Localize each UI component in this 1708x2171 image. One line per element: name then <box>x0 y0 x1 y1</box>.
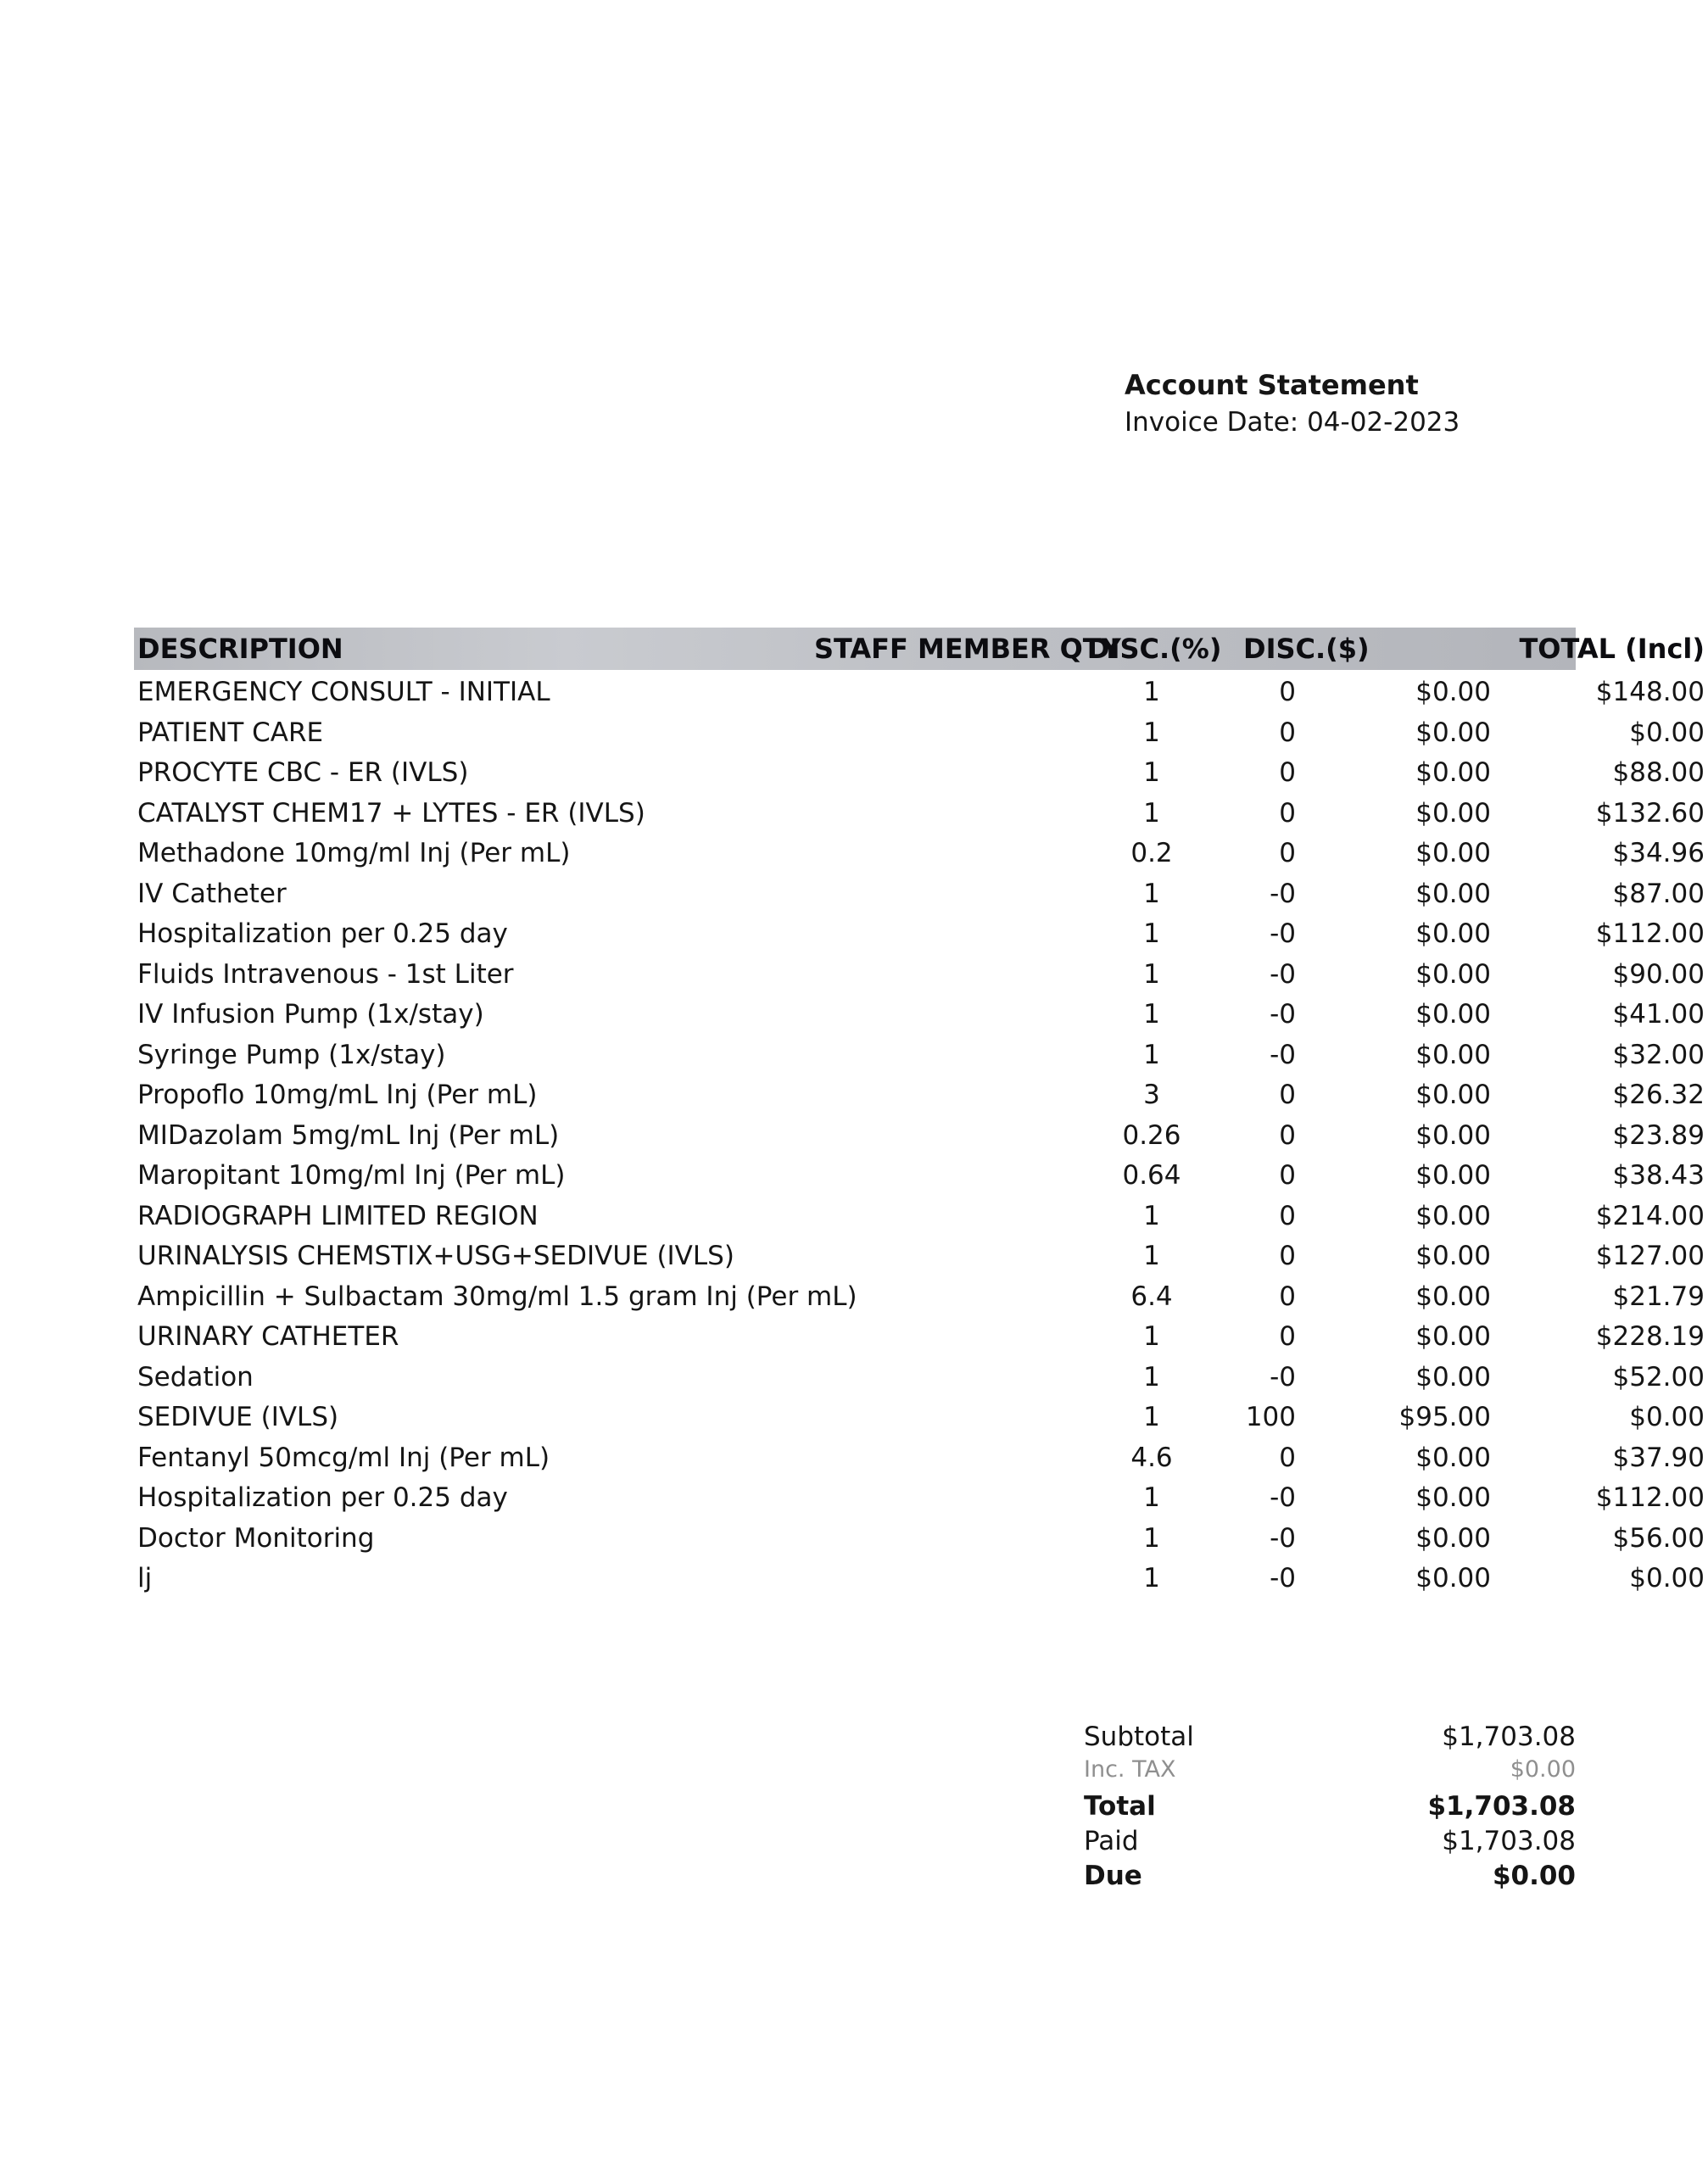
row-disc-percent: 0 <box>1279 1321 1296 1352</box>
row-total: $132.60 <box>1595 797 1705 829</box>
row-qty: 1 <box>1143 717 1160 748</box>
row-total: $0.00 <box>1629 1402 1705 1432</box>
row-disc-dollar: $0.00 <box>1415 797 1491 829</box>
row-disc-percent: -0 <box>1270 999 1296 1030</box>
table-body <box>134 670 1705 1597</box>
row-disc-percent: -0 <box>1270 1522 1296 1554</box>
row-disc-dollar: $0.00 <box>1415 1563 1491 1593</box>
row-description: PROCYTE CBC - ER (IVLS) <box>137 757 469 788</box>
due-label: Due <box>1084 1861 1142 1891</box>
row-total: $0.00 <box>1629 1563 1705 1593</box>
total-label: Total <box>1084 1791 1156 1822</box>
row-qty: 1 <box>1143 1039 1160 1070</box>
row-total: $41.00 <box>1612 999 1705 1030</box>
row-qty: 1 <box>1143 999 1160 1030</box>
row-disc-percent: 0 <box>1279 1281 1296 1312</box>
table-row <box>134 1436 1705 1476</box>
row-qty: 1 <box>1143 1200 1160 1231</box>
due-row <box>1084 1859 1576 1894</box>
table-row <box>134 751 1705 791</box>
row-qty: 1 <box>1143 1522 1160 1554</box>
subtotal-value: $1,703.08 <box>1442 1722 1576 1752</box>
row-description: SEDIVUE (IVLS) <box>137 1402 339 1432</box>
row-description: MIDazolam 5mg/mL Inj (Per mL) <box>137 1119 560 1151</box>
row-disc-percent: 0 <box>1279 677 1296 707</box>
row-disc-percent: 0 <box>1279 1080 1296 1110</box>
row-description: Ampicillin + Sulbactam 30mg/ml 1.5 gram Inj (Per mL) <box>137 1281 857 1312</box>
row-description: Propoflo 10mg/mL Inj (Per mL) <box>137 1080 538 1110</box>
row-qty: 1 <box>1143 797 1160 829</box>
table-row <box>134 1153 1705 1194</box>
row-description: RADIOGRAPH LIMITED REGION <box>137 1200 539 1231</box>
statement-header <box>1125 366 1566 441</box>
row-total: $38.43 <box>1612 1160 1705 1191</box>
table-row <box>134 1234 1705 1275</box>
row-description: Methadone 10mg/ml Inj (Per mL) <box>137 838 571 868</box>
totals-summary <box>1084 1720 1576 1894</box>
row-disc-percent: -0 <box>1270 1482 1296 1513</box>
row-disc-dollar: $0.00 <box>1415 1160 1491 1191</box>
row-qty: 0.64 <box>1122 1160 1181 1191</box>
row-description: Hospitalization per 0.25 day <box>137 918 508 949</box>
row-disc-dollar: $0.00 <box>1415 1080 1491 1110</box>
row-disc-percent: 0 <box>1279 757 1296 788</box>
row-disc-percent: 0 <box>1279 797 1296 829</box>
row-disc-dollar: $0.00 <box>1415 1321 1491 1352</box>
row-qty: 0.26 <box>1122 1119 1181 1151</box>
row-disc-percent: 0 <box>1279 1442 1296 1473</box>
row-qty: 1 <box>1143 1321 1160 1352</box>
row-disc-dollar: $0.00 <box>1415 677 1491 707</box>
table-row <box>134 1476 1705 1516</box>
tax-label: Inc. TAX <box>1084 1756 1176 1783</box>
row-disc-percent: -0 <box>1270 1039 1296 1070</box>
table-row <box>134 791 1705 832</box>
row-total: $52.00 <box>1612 1361 1705 1392</box>
row-total: $32.00 <box>1612 1039 1705 1070</box>
tax-row <box>1084 1755 1576 1789</box>
row-qty: 1 <box>1143 1482 1160 1513</box>
header-disc-percent: DISC.(%) <box>1087 633 1222 665</box>
row-disc-percent: 0 <box>1279 1160 1296 1191</box>
row-disc-percent: 0 <box>1279 1241 1296 1271</box>
row-total: $37.90 <box>1612 1442 1705 1473</box>
row-description: IV Catheter <box>137 878 287 909</box>
row-disc-dollar: $0.00 <box>1415 838 1491 868</box>
total-value: $1,703.08 <box>1427 1791 1576 1822</box>
row-description: Maropitant 10mg/ml Inj (Per mL) <box>137 1160 566 1191</box>
row-disc-dollar: $0.00 <box>1415 1281 1491 1312</box>
row-qty: 1 <box>1143 878 1160 909</box>
row-disc-dollar: $0.00 <box>1415 717 1491 748</box>
table-row <box>134 872 1705 912</box>
row-qty: 1 <box>1143 1563 1160 1593</box>
row-description: Fluids Intravenous - 1st Liter <box>137 958 514 990</box>
row-disc-dollar: $0.00 <box>1415 999 1491 1030</box>
table-row <box>134 1073 1705 1113</box>
row-description: lj <box>137 1563 153 1593</box>
row-disc-dollar: $95.00 <box>1398 1402 1491 1432</box>
table-header <box>134 628 1705 670</box>
row-disc-dollar: $0.00 <box>1415 1361 1491 1392</box>
row-total: $112.00 <box>1595 1482 1705 1513</box>
header-total: TOTAL (Incl) <box>1519 633 1705 665</box>
table-row <box>134 952 1705 993</box>
header-disc-dollar: DISC.($) <box>1243 633 1370 665</box>
table-row <box>134 912 1705 952</box>
row-disc-percent: 0 <box>1279 838 1296 868</box>
row-total: $0.00 <box>1629 717 1705 748</box>
row-description: Sedation <box>137 1361 254 1392</box>
subtotal-label: Subtotal <box>1084 1722 1194 1752</box>
row-description: CATALYST CHEM17 + LYTES - ER (IVLS) <box>137 797 645 829</box>
row-qty: 1 <box>1143 677 1160 707</box>
row-total: $34.96 <box>1612 838 1705 868</box>
row-qty: 1 <box>1143 1241 1160 1271</box>
row-description: EMERGENCY CONSULT - INITIAL <box>137 677 550 707</box>
row-disc-dollar: $0.00 <box>1415 757 1491 788</box>
row-disc-percent: -0 <box>1270 878 1296 909</box>
row-total: $214.00 <box>1595 1200 1705 1231</box>
table-row <box>134 711 1705 751</box>
table-row <box>134 1516 1705 1557</box>
subtotal-row <box>1084 1720 1576 1755</box>
row-description: URINARY CATHETER <box>137 1321 399 1352</box>
row-disc-percent: 0 <box>1279 1200 1296 1231</box>
row-qty: 3 <box>1143 1080 1160 1110</box>
line-items-table <box>134 628 1705 1597</box>
total-row <box>1084 1789 1576 1824</box>
document-title: Account Statement <box>1125 369 1419 401</box>
table-row <box>134 670 1705 711</box>
row-description: Hospitalization per 0.25 day <box>137 1482 508 1513</box>
row-disc-percent: -0 <box>1270 1563 1296 1593</box>
row-description: PATIENT CARE <box>137 717 324 748</box>
paid-label: Paid <box>1084 1826 1139 1856</box>
row-description: URINALYSIS CHEMSTIX+USG+SEDIVUE (IVLS) <box>137 1241 734 1271</box>
row-disc-dollar: $0.00 <box>1415 1522 1491 1554</box>
row-disc-dollar: $0.00 <box>1415 1200 1491 1231</box>
table-row <box>134 831 1705 872</box>
row-description: Fentanyl 50mcg/ml Inj (Per mL) <box>137 1442 550 1473</box>
row-qty: 1 <box>1143 757 1160 788</box>
row-disc-percent: 0 <box>1279 1119 1296 1151</box>
table-row <box>134 1275 1705 1315</box>
row-qty: 1 <box>1143 1361 1160 1392</box>
row-qty: 0.2 <box>1130 838 1173 868</box>
row-total: $21.79 <box>1612 1281 1705 1312</box>
table-row <box>134 1113 1705 1154</box>
row-qty: 4.6 <box>1130 1442 1173 1473</box>
row-total: $56.00 <box>1612 1522 1705 1554</box>
paid-value: $1,703.08 <box>1442 1826 1576 1856</box>
row-total: $90.00 <box>1612 958 1705 990</box>
row-description: IV Infusion Pump (1x/stay) <box>137 999 484 1030</box>
row-disc-dollar: $0.00 <box>1415 1482 1491 1513</box>
row-description: Doctor Monitoring <box>137 1522 375 1554</box>
table-row <box>134 1194 1705 1235</box>
row-total: $88.00 <box>1612 757 1705 788</box>
row-total: $112.00 <box>1595 918 1705 949</box>
table-row <box>134 1395 1705 1436</box>
row-disc-percent: -0 <box>1270 958 1296 990</box>
header-description: DESCRIPTION <box>137 633 343 665</box>
row-qty: 1 <box>1143 1402 1160 1432</box>
due-value: $0.00 <box>1492 1861 1576 1891</box>
row-disc-percent: -0 <box>1270 1361 1296 1392</box>
row-disc-percent: -0 <box>1270 918 1296 949</box>
row-total: $26.32 <box>1612 1080 1705 1110</box>
tax-value: $0.00 <box>1510 1756 1576 1783</box>
row-total: $127.00 <box>1595 1241 1705 1271</box>
table-row <box>134 1033 1705 1074</box>
row-total: $87.00 <box>1612 878 1705 909</box>
row-total: $228.19 <box>1595 1321 1705 1352</box>
row-total: $148.00 <box>1595 677 1705 707</box>
invoice-date: Invoice Date: 04-02-2023 <box>1125 407 1460 438</box>
row-disc-dollar: $0.00 <box>1415 918 1491 949</box>
row-disc-dollar: $0.00 <box>1415 878 1491 909</box>
row-disc-dollar: $0.00 <box>1415 1442 1491 1473</box>
row-disc-percent: 100 <box>1245 1402 1296 1432</box>
header-staff-member-qty: STAFF MEMBER QTY <box>814 633 1121 665</box>
row-disc-dollar: $0.00 <box>1415 1119 1491 1151</box>
table-row <box>134 992 1705 1033</box>
row-total: $23.89 <box>1612 1119 1705 1151</box>
row-disc-dollar: $0.00 <box>1415 1039 1491 1070</box>
table-row <box>134 1355 1705 1396</box>
row-disc-dollar: $0.00 <box>1415 1241 1491 1271</box>
row-qty: 1 <box>1143 958 1160 990</box>
row-qty: 6.4 <box>1130 1281 1173 1312</box>
table-row <box>134 1314 1705 1355</box>
row-disc-percent: 0 <box>1279 717 1296 748</box>
paid-row <box>1084 1824 1576 1859</box>
table-row <box>134 1556 1705 1597</box>
row-description: Syringe Pump (1x/stay) <box>137 1039 446 1070</box>
row-qty: 1 <box>1143 918 1160 949</box>
row-disc-dollar: $0.00 <box>1415 958 1491 990</box>
